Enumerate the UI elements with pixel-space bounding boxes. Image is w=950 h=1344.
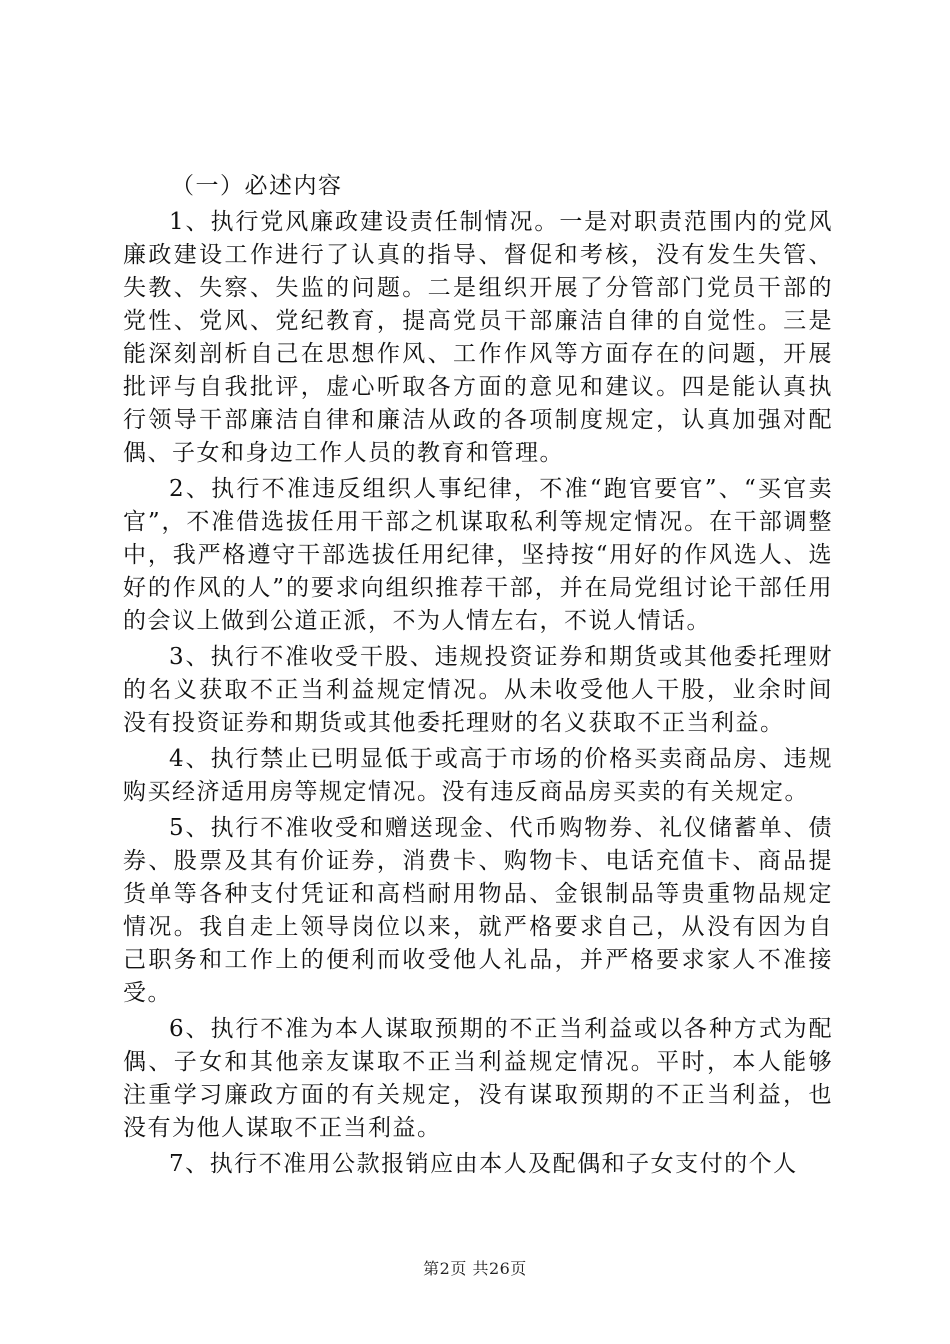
paragraph-1: 1、执行党风廉政建设责任制情况。一是对职责范围内的党风廉政建设工作进行了认真的指导、督促和考核，没有发生失管、失教、失察、失监的问题。二是组织开展了分管部门党员干部的党性、党风、党纪教育，提高党员干部廉洁自律的自觉性。三是能深刻剖析自己在思想作风、工作作风等方面存在的问题，开展批评与自我批评，虚心听取各方面的意见和建议。四是能认真执行领导干部廉洁自律和廉洁从政的各项制度规定，认真加强对配偶、子女和身边工作人员的教育和管理。: [123, 209, 833, 466]
paragraph-6: 6、执行不准为本人谋取预期的不正当利益或以各种方式为配偶、子女和其他亲友谋取不正当利益规定情况。平时，本人能够注重学习廉政方面的有关规定，没有谋取预期的不正当利益，也没有为他人谋取不正当利益。: [123, 1016, 833, 1141]
paragraph-5: 5、执行不准收受和赠送现金、代币购物券、礼仪储蓄单、债券、股票及其有价证券，消费卡、购物卡、电话充值卡、商品提货单等各种支付凭证和高档耐用物品、金银制品等贵重物品规定情况。我自走上领导岗位以来，就严格要求自己，从没有因为自己职务和工作上的便利而收受他人礼品，并严格要求家人不准接受。: [123, 815, 833, 1006]
document-body: [123, 170, 833, 1181]
paragraph-4: 4、执行禁止已明显低于或高于市场的价格买卖商品房、违规购买经济适用房等规定情况。没有违反商品房买卖的有关规定。: [123, 746, 833, 805]
paragraph-2: 2、执行不准违反组织人事纪律，不准“跑官要官”、“买官卖官”，不准借选拔任用干部之机谋取私利等规定情况。在干部调整中，我严格遵守干部选拔任用纪律，坚持按“用好的作风选人、选好的作风的人”的要求向组织推荐干部，并在局党组讨论干部任用的会议上做到公道正派，不为人情左右，不说人情话。: [123, 476, 833, 634]
paragraph-7: 7、执行不准用公款报销应由本人及配偶和子女支付的个人: [169, 1151, 798, 1177]
page-number: 第2页 共26页: [423, 1259, 527, 1278]
section-heading: （一）必述内容: [171, 173, 343, 199]
paragraph-3: 3、执行不准收受干股、违规投资证券和期货或其他委托理财的名义获取不正当利益规定情况。从未收受他人干股，业余时间没有投资证券和期货或其他委托理财的名义获取不正当利益。: [123, 644, 833, 736]
